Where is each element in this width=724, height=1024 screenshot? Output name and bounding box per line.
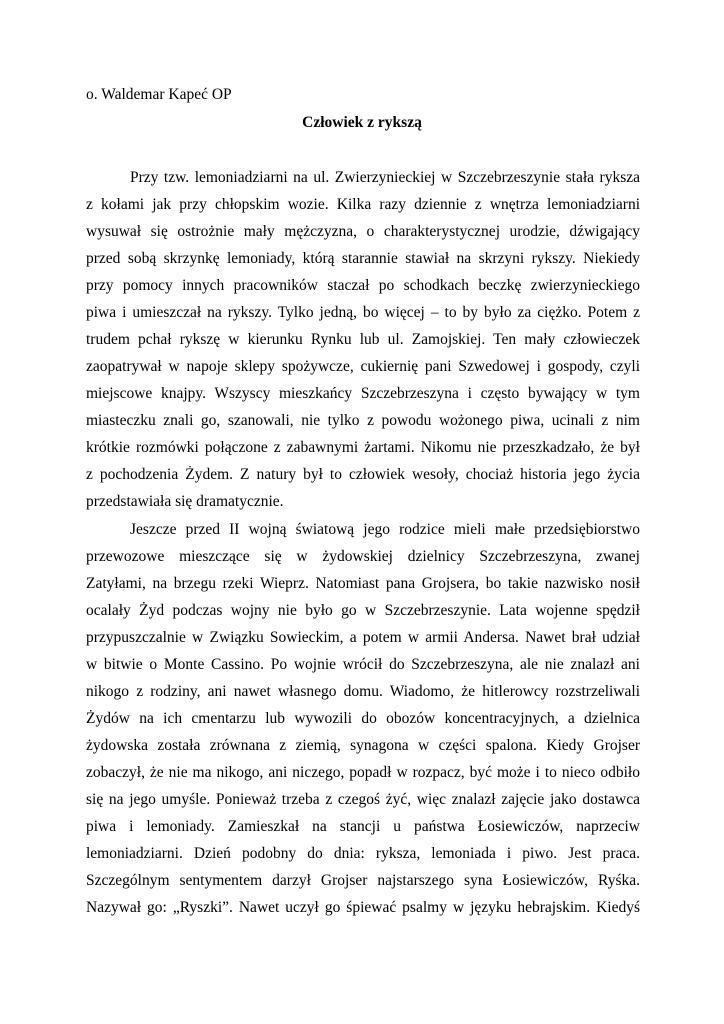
text-line: lemoniadziarni. Dzień podobny do dnia: ryksza, lemoniada i piwo. Jest praca. (86, 845, 640, 862)
text-line: miejscowe knajpy. Wszyscy mieszkańcy Szczebrzeszyna i często bywający w tym (86, 385, 640, 402)
text-line: Szczególnym sentymentem darzył Grojser najstarszego syna Łosiewiczów, Ryśka. (86, 872, 640, 889)
text-line: Jeszcze przed II wojną światową jego rodzice mieli małe przedsiębiorstwo (130, 521, 640, 538)
text-line: żydowska została zrównana z ziemią, synagona w części spalona. Kiedy Grojser (86, 737, 640, 754)
text-line: przed sobą skrzynkę lemoniady, którą starannie stawiał na skrzyni rykszy. Niekiedy (86, 250, 640, 267)
text-line: Zatyłami, na brzegu rzeki Wieprz. Natomiast pana Grojsera, bo takie nazwisko nosił (86, 575, 640, 592)
text-line: Nazywał go: „Ryszki”. Nawet uczył go śpiewać psalmy w języku hebrajskim. Kiedyś (86, 899, 640, 916)
text-line: przypuszczalnie w Związku Sowieckim, a potem w armii Andersa. Nawet brał udział (86, 629, 640, 646)
text-line: Przy tzw. lemoniadziarni na ul. Zwierzynieckiej w Szczebrzeszynie stała ryksza (130, 169, 640, 186)
text-line: piwa i lemoniady. Zamieszkał na stancji u państwa Łosiewiczów, naprzeciw (86, 818, 640, 835)
paragraph-1 (86, 164, 640, 515)
text-line: przedstawiała się dramatycznie. (86, 493, 284, 510)
text-line: miasteczku znali go, szanowali, nie tylko z powodu wożonego piwa, ucinali z nim (86, 412, 640, 429)
text-line: piwa i umieszczał na rykszy. Tylko jedną, bo więcej – to by było za ciężko. Potem z (86, 304, 640, 321)
text-line: wysuwał się ostrożnie mały mężczyzna, o charakterystycznej urodzie, dźwigający (86, 223, 640, 240)
text-line: w bitwie o Monte Cassino. Po wojnie wrócił do Szczebrzeszyna, ale nie znalazł ani (86, 656, 640, 673)
article-title: Człowiek z rykszą (302, 114, 422, 131)
author-line: o. Waldemar Kapeć OP (86, 86, 232, 103)
text-line: nikogo z rodziny, ani nawet własnego domu. Wiadomo, że hitlerowcy rozstrzeliwali (86, 683, 640, 700)
text-line: przewozowe mieszczące się w żydowskiej dzielnicy Szczebrzeszyna, zwanej (86, 548, 640, 565)
text-line: się na jego umyśle. Ponieważ trzeba z czegoś żyć, więc znalazł zajęcie jako dostawca (86, 791, 640, 808)
text-line: zobaczył, że nie ma nikogo, ani niczego, popadł w rozpacz, być może i to nieco odbiło (86, 764, 640, 781)
text-line: przy pomocy innych pracowników staczał po schodkach beczkę zwierzynieckiego (86, 277, 640, 294)
text-line: Żydów na ich cmentarzu lub wywozili do obozów koncentracyjnych, a dzielnica (86, 710, 640, 727)
paragraph-2 (86, 516, 640, 921)
text-line: ocalały Żyd podczas wojny nie było go w Szczebrzeszynie. Lata wojenne spędził (86, 602, 640, 619)
text-line: z pochodzenia Żydem. Z natury był to człowiek wesoły, chociaż historia jego życia (86, 466, 640, 483)
text-line: krótkie rozmówki połączone z zabawnymi żartami. Nikomu nie przeszkadzało, że był (86, 439, 640, 456)
text-line: zaopatrywał w napoje sklepy spożywcze, cukiernię pani Szwedowej i gospody, czyli (86, 358, 640, 375)
text-line: trudem pchał rykszę w kierunku Rynku lub ul. Zamojskiej. Ten mały człowieczek (86, 331, 640, 348)
text-line: z kołami jak przy chłopskim wozie. Kilka razy dziennie z wnętrza lemoniadziarni (86, 196, 640, 213)
